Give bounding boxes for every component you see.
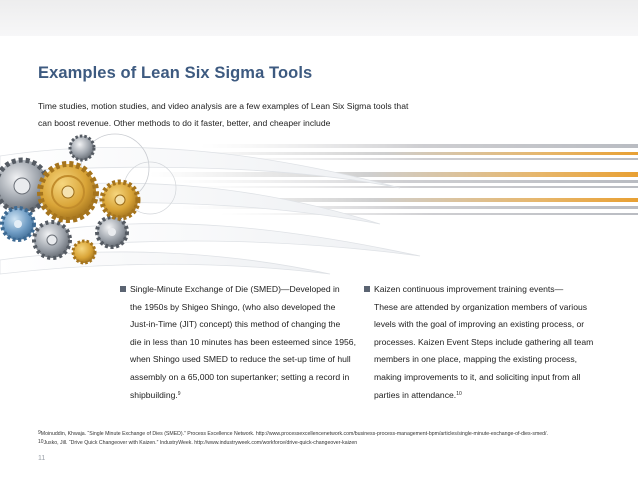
bullet-line: members in one place, mapping the existing process, (374, 354, 578, 365)
gold-gear-large-icon (40, 164, 96, 220)
bullet-line: These are attended by organization members of various (374, 301, 588, 312)
bullet-line: Kaizen continuous improvement training events— (374, 284, 564, 294)
bullet-line: shipbuilding. (130, 389, 178, 400)
bullet-line-last (130, 387, 360, 405)
bullet-line: the 1950s by Shigeo Shingo, (who also developed the (130, 301, 336, 312)
gold-gear-small-icon (102, 182, 138, 218)
footnote-text[interactable]: Jusko, Jill. “Drive Quick Changeover with Kaizen.” IndustryWeek. http://www.industryweek.com/workforce/drive-quick-changeover-kaizen (43, 440, 358, 446)
bullet-line: Just-in-Time (JIT) concept) this method of changing the (130, 319, 341, 330)
bullet-line: when Shingo used SMED to reduce the set-up time of hull (130, 354, 351, 365)
page-number: 11 (38, 455, 46, 462)
bullet-kaizen-text (374, 281, 614, 404)
bullet-line: Single-Minute Exchange of Die (SMED)—Developed in (130, 284, 340, 294)
steel-gear-small-icon (34, 222, 70, 258)
footnote-9 (38, 430, 628, 439)
footnote-ref[interactable]: 10 (456, 390, 462, 397)
bullet-smed (120, 281, 360, 404)
footnote-number: 9 (38, 430, 41, 436)
bullet-smed-text (130, 281, 360, 404)
footnote-10 (38, 439, 628, 448)
gold-gear-bottom-icon (73, 241, 95, 263)
bullet-line-last (374, 387, 614, 405)
intro-line: Time studies, motion studies, and video analysis are a few examples of Lean Six Sigma tools that (38, 101, 409, 111)
top-band (0, 0, 638, 36)
gears-and-swooshes-icon (0, 128, 638, 278)
intro-paragraph (38, 98, 458, 132)
bullet-marker (364, 286, 370, 292)
footnote-number: 10 (38, 439, 44, 445)
bullet-line: die in less than 10 minutes has been esteemed since 1956, (130, 336, 356, 347)
blue-gear-icon (2, 208, 34, 240)
bullet-kaizen (364, 281, 614, 404)
intro-line: can boost revenue. Other methods to do it faster, better, and cheaper include (38, 118, 331, 128)
footnote-text[interactable]: Moinuddin, Khwaja. “Single Minute Exchange of Dies (SMED).” Process Excellence Network. http://www.processexcellencenetwork.com/business-process-management-bpm/articles/single-minute-exchange-of-dies-smed/. (40, 431, 548, 437)
steel-gear-top-icon (70, 136, 94, 160)
bullet-line: levels with the goal of improving an existing process, or (374, 319, 585, 330)
footnote-ref[interactable]: 9 (177, 390, 181, 397)
page-title: Examples of Lean Six Sigma Tools (38, 64, 313, 82)
steel-gear-right-icon (97, 217, 127, 247)
bullet-line: assembly on a 65,000 ton supertanker; setting a record in (130, 371, 350, 382)
bullet-line: parties in attendance. (374, 389, 457, 400)
bullet-marker (120, 286, 126, 292)
footnotes (38, 430, 628, 448)
bullet-line: processes. Kaizen Event Steps include gathering all team (374, 336, 594, 347)
bullet-line: making improvements to it, and soliciting input from all (374, 371, 581, 382)
